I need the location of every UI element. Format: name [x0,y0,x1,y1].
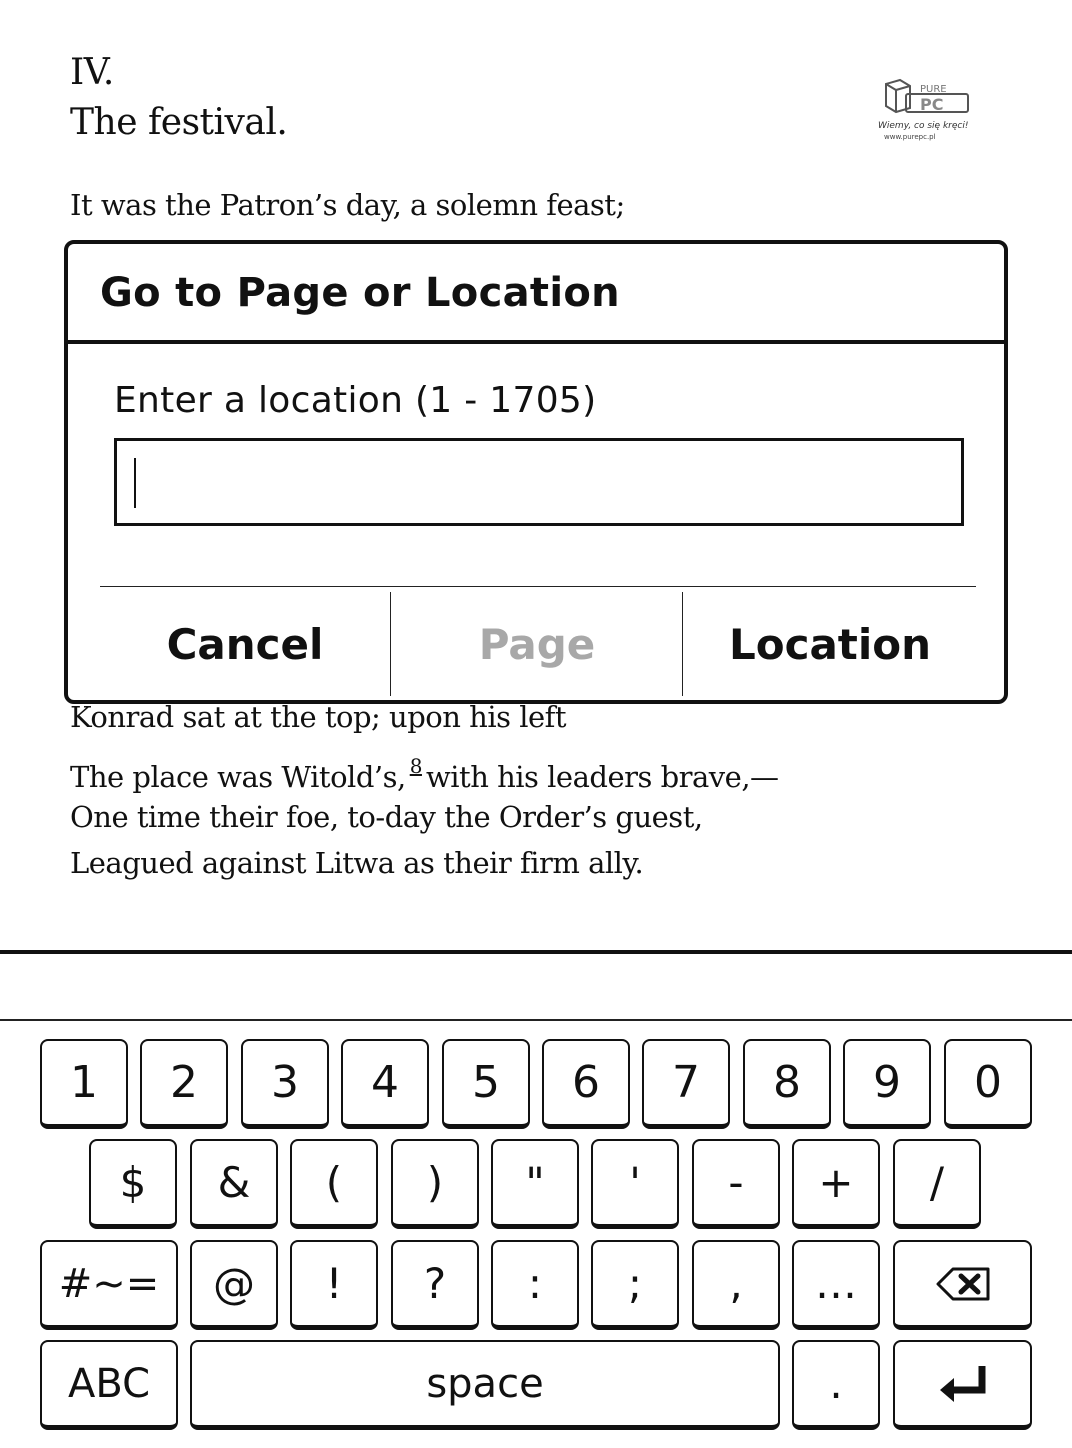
key-hyphen[interactable]: - [692,1139,780,1229]
enter-icon [936,1362,990,1406]
svg-text:www.purepc.pl: www.purepc.pl [884,133,936,141]
key-slash[interactable]: / [893,1139,981,1229]
key-ampersand[interactable]: & [190,1139,278,1229]
go-to-dialog [64,240,1008,704]
key-period[interactable]: . [792,1340,880,1430]
key-4[interactable]: 4 [341,1039,429,1129]
purepc-logo-icon [876,78,980,144]
location-input[interactable] [114,438,964,526]
location-prompt-label: Enter a location (1 - 1705) [114,380,597,421]
page-button[interactable]: Page [478,619,596,669]
svg-text:PC: PC [920,95,944,114]
key-exclamation[interactable]: ! [290,1240,378,1330]
button-row-divider [100,586,976,587]
button-separator [682,592,683,696]
location-button[interactable]: Location [728,619,932,669]
key-at[interactable]: @ [190,1240,278,1330]
key-more-symbols[interactable]: #~= [40,1240,178,1330]
key-2[interactable]: 2 [140,1039,228,1129]
space-key[interactable]: space [190,1340,780,1430]
key-dollar[interactable]: $ [89,1139,177,1229]
footnote-link[interactable]: 8 [409,754,422,778]
key-1[interactable]: 1 [40,1039,128,1129]
key-abc[interactable]: ABC [40,1340,178,1430]
key-7[interactable]: 7 [642,1039,730,1129]
key-6[interactable]: 6 [542,1039,630,1129]
key-9[interactable]: 9 [843,1039,931,1129]
backspace-icon [935,1266,991,1302]
text-caret [134,458,136,508]
key-open-paren[interactable]: ( [290,1139,378,1229]
key-apostrophe[interactable]: ' [591,1139,679,1229]
svg-text:PURE: PURE [920,84,947,95]
key-semicolon[interactable]: ; [591,1240,679,1330]
enter-key[interactable] [893,1340,1032,1430]
chapter-number: IV. [70,52,114,93]
book-line-2 [70,754,779,794]
key-plus[interactable]: + [792,1139,880,1229]
dialog-title: Go to Page or Location [100,270,620,316]
book-line-4: Leagued against Litwa as their firm ally. [70,846,644,880]
key-ellipsis[interactable]: … [792,1240,880,1330]
book-line-3: One time their foe, to-day the Order’s guest, [70,800,703,834]
key-comma[interactable]: , [692,1240,780,1330]
dialog-title-divider [68,340,1004,344]
svg-text:Wiemy, co się kręci!: Wiemy, co się kręci! [878,121,969,131]
keyboard-top-border [0,1019,1072,1021]
page-divider [0,950,1072,954]
backspace-key[interactable] [893,1240,1032,1330]
book-line-2-end: with his leaders brave,— [425,760,779,794]
chapter-title: The festival. [70,102,288,143]
book-line-2-start: The place was Witold’s, [70,760,406,794]
cancel-button[interactable]: Cancel [166,619,324,669]
key-question[interactable]: ? [391,1240,479,1330]
key-3[interactable]: 3 [241,1039,329,1129]
key-0[interactable]: 0 [944,1039,1032,1129]
key-close-paren[interactable]: ) [391,1139,479,1229]
key-double-quote[interactable]: " [491,1139,579,1229]
book-line-1: Konrad sat at the top; upon his left [70,700,567,734]
key-colon[interactable]: : [491,1240,579,1330]
key-8[interactable]: 8 [743,1039,831,1129]
key-5[interactable]: 5 [442,1039,530,1129]
book-line-intro: It was the Patron’s day, a solemn feast; [70,188,625,222]
